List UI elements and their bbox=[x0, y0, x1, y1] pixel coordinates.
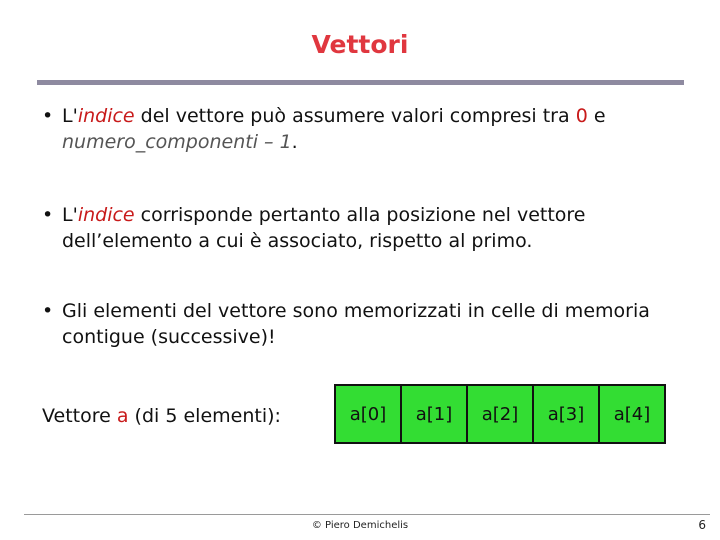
bullet-marker: • bbox=[42, 105, 54, 127]
text-fragment: L' bbox=[62, 105, 78, 127]
bullet-index-position bbox=[42, 202, 682, 254]
vector-name: a bbox=[116, 405, 129, 427]
keyword-indice: indice bbox=[77, 105, 135, 127]
bullet-text: Gli elementi del vettore sono memorizzati in celle di memoria contigue (successive)! bbox=[62, 300, 650, 348]
footer-divider bbox=[24, 514, 710, 515]
text-fragment: L' bbox=[62, 204, 78, 226]
expression-upper-bound: numero_componenti – 1 bbox=[62, 131, 292, 153]
array-cell: a[4] bbox=[598, 386, 664, 442]
footer-credit: © Piero Demichelis bbox=[311, 520, 409, 531]
page-number: 6 bbox=[698, 518, 706, 532]
array-cell: a[2] bbox=[466, 386, 532, 442]
bullet-text bbox=[42, 103, 682, 155]
array-cell: a[0] bbox=[349, 403, 387, 425]
text-fragment: Vettore bbox=[42, 405, 117, 427]
text-fragment: . bbox=[291, 131, 298, 153]
text-fragment: (di 5 elementi): bbox=[128, 405, 281, 427]
array-cell: a[1] bbox=[400, 386, 466, 442]
array-cell: a[3] bbox=[532, 386, 598, 442]
value-zero: 0 bbox=[575, 105, 588, 127]
title-divider bbox=[37, 80, 684, 85]
vector-label bbox=[42, 403, 281, 429]
bullet-contiguous-memory bbox=[42, 298, 682, 350]
array-diagram bbox=[334, 384, 666, 444]
text-fragment: corrisponde pertanto alla posizione nel vettore dell’elemento a cui è associato, rispetto al primo. bbox=[62, 204, 586, 252]
text-fragment: e bbox=[587, 105, 606, 127]
bullet-marker: • bbox=[42, 300, 54, 322]
slide-title: Vettori bbox=[311, 30, 409, 59]
bullet-index-range bbox=[42, 103, 682, 155]
keyword-indice: indice bbox=[77, 204, 135, 226]
bullet-text bbox=[42, 202, 682, 254]
text-fragment: del vettore può assumere valori compresi tra bbox=[134, 105, 576, 127]
bullet-marker: • bbox=[42, 204, 54, 226]
